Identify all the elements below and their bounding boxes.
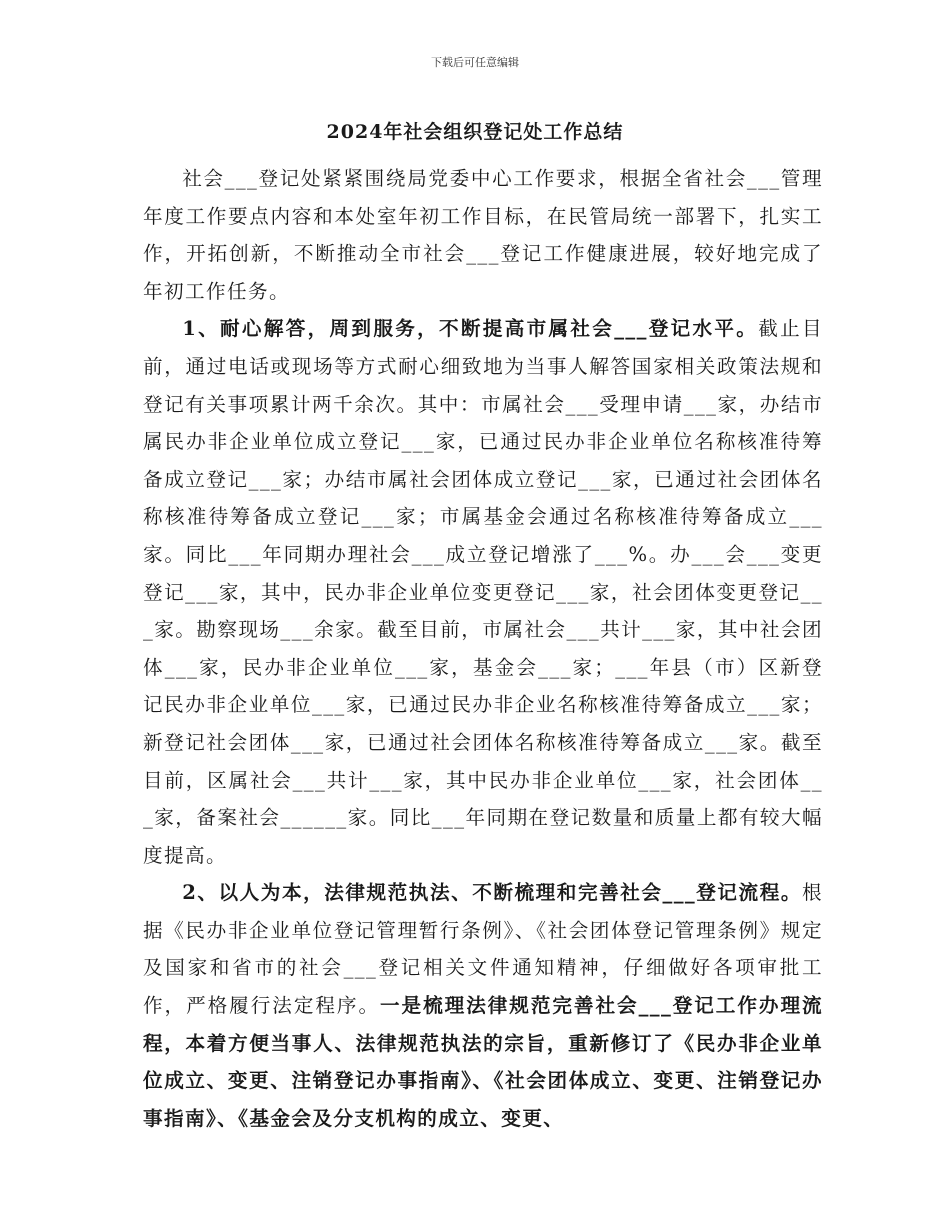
- paragraph-intro: 社会___登记处紧紧围绕局党委中心工作要求，根据全省社会___管理年度工作要点内容和本处室年初工作目标，在民管局统一部署下，扎实工作，开拓创新，不断推动全市社会___登记工作健康进展，较好地完成了年初工作任务。: [143, 167, 823, 303]
- section-2-heading: 2、以人为本，法律规范执法、不断梳理和完善社会___登记流程。: [182, 881, 802, 905]
- section-2-point-1: 一是梳理法律规范完善社会___登记工作办理流程，本着方便当事人、法律规范执法的宗旨，重新修订了《民办非企业单位成立、变更、注销登记办事指南》、《社会团体成立、变更、注销登记办事指南》、《基金会及分支机构的成立、变更、: [143, 994, 823, 1130]
- section-1-heading: 1、耐心解答，周到服务，不断提高市属社会___登记水平。: [182, 317, 759, 341]
- document-title: 2024年社会组织登记处工作总结: [326, 121, 624, 143]
- section-1-text: 截止目前，通过电话或现场等方式耐心细致地为当事人解答国家相关政策法规和登记有关事项累计两千余次。其中：市属社会___受理申请___家，办结市属民办非企业单位成立登记___家，已通过民办非企业单位名称核准待筹备成立登记___家；办结市属社会团体成立登记___家，已通过社会团体名称核准待筹备成立登记___家；市属基金会通过名称核准待筹备成立___家。同比___年同期办理社会___成立登记增涨了___%。办___会___变更登记___家，其中，民办非企业单位变更登记___家，社会团体变更登记___家。勘察现场___余家。截至目前，市属社会___共计___家，其中社会团体___家，民办非企业单位___家，基金会___家；___年县（市）区新登记民办非企业单位___家，已通过民办非企业名称核准待筹备成立___家；新登记社会团体___家，已通过社会团体名称核准待筹备成立___家。截至目前，区属社会___共计___家，其中民办非企业单位___家，社会团体___家，备案社会______家。同比___年同期在登记数量和质量上都有较大幅度提高。: [143, 317, 823, 867]
- header-note: 下载后可任意编辑: [431, 56, 519, 69]
- paragraph-section-1: [143, 310, 823, 874]
- document-body: [143, 160, 823, 1137]
- section-2-text: 根据《民办非企业单位登记管理暂行条例》、《社会团体登记管理条例》规定及国家和省市的社会___登记相关文件通知精神，仔细做好各项审批工作，严格履行法定程序。: [143, 881, 823, 1018]
- paragraph-section-2: [143, 874, 823, 1137]
